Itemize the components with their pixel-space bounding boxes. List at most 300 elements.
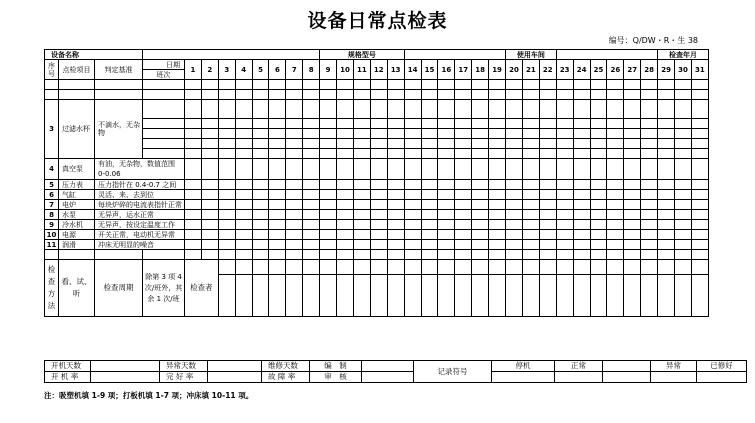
day-cell[interactable] [641,159,658,180]
day-cell[interactable] [252,190,269,200]
day-cell[interactable] [489,80,506,90]
day-cell[interactable] [506,230,523,240]
day-cell[interactable] [218,90,235,100]
run-days-value[interactable] [91,361,160,372]
day-cell[interactable] [691,139,708,149]
day-cell[interactable] [235,80,252,90]
inspector-signature[interactable] [353,274,370,316]
day-cell[interactable] [218,129,235,139]
day-cell[interactable] [269,190,286,200]
day-cell[interactable] [675,159,692,180]
day-cell[interactable] [286,260,303,275]
day-cell[interactable] [539,90,556,100]
day-cell[interactable] [337,159,354,180]
day-cell[interactable] [235,139,252,149]
day-cell[interactable] [269,90,286,100]
day-cell[interactable] [455,129,472,139]
day-cell[interactable] [404,200,421,210]
day-cell[interactable] [387,180,404,190]
day-cell[interactable] [675,260,692,275]
day-cell[interactable] [286,200,303,210]
day-cell[interactable] [201,220,218,230]
day-cell[interactable] [387,80,404,90]
day-cell[interactable] [573,119,590,129]
row-shift[interactable] [143,80,185,90]
day-cell[interactable] [185,230,202,240]
day-cell[interactable] [337,220,354,230]
day-cell[interactable] [506,180,523,190]
day-cell[interactable] [303,190,320,200]
day-cell[interactable] [573,149,590,159]
day-cell[interactable] [218,230,235,240]
day-cell[interactable] [624,240,641,250]
day-cell[interactable] [201,119,218,129]
day-cell[interactable] [201,129,218,139]
day-cell[interactable] [235,129,252,139]
day-cell[interactable] [286,159,303,180]
day-cell[interactable] [269,159,286,180]
day-cell[interactable] [590,240,607,250]
day-cell[interactable] [387,200,404,210]
day-cell[interactable] [539,100,556,119]
day-cell[interactable] [522,119,539,129]
repaired-symbol[interactable] [697,372,747,383]
day-cell[interactable] [438,119,455,129]
day-cell[interactable] [421,100,438,119]
day-cell[interactable] [235,220,252,230]
day-cell[interactable] [218,260,235,275]
day-cell[interactable] [472,139,489,149]
day-cell[interactable] [185,90,202,100]
day-cell[interactable] [252,210,269,220]
day-cell[interactable] [235,159,252,180]
day-cell[interactable] [472,149,489,159]
day-cell[interactable] [506,90,523,100]
day-cell[interactable] [370,200,387,210]
day-cell[interactable] [320,119,337,129]
day-cell[interactable] [658,129,675,139]
day-cell[interactable] [658,139,675,149]
inspector-signature[interactable] [522,274,539,316]
day-cell[interactable] [472,210,489,220]
day-cell[interactable] [303,149,320,159]
day-cell[interactable] [303,260,320,275]
day-cell[interactable] [269,260,286,275]
inspector-signature[interactable] [641,274,658,316]
day-cell[interactable] [641,240,658,250]
day-cell[interactable] [387,129,404,139]
day-cell[interactable] [506,260,523,275]
day-cell[interactable] [337,230,354,240]
day-cell[interactable] [556,80,573,90]
row-shift[interactable] [143,149,185,159]
day-cell[interactable] [590,149,607,159]
day-cell[interactable] [455,260,472,275]
day-cell[interactable] [556,250,573,260]
day-cell[interactable] [472,90,489,100]
day-cell[interactable] [201,180,218,190]
day-cell[interactable] [539,230,556,240]
day-cell[interactable] [522,180,539,190]
day-cell[interactable] [404,250,421,260]
day-cell[interactable] [607,129,624,139]
day-cell[interactable] [201,90,218,100]
day-cell[interactable] [455,159,472,180]
day-cell[interactable] [691,210,708,220]
day-cell[interactable] [489,210,506,220]
day-cell[interactable] [337,190,354,200]
day-cell[interactable] [320,139,337,149]
day-cell[interactable] [522,200,539,210]
day-cell[interactable] [218,250,235,260]
day-cell[interactable] [556,210,573,220]
day-cell[interactable] [353,149,370,159]
day-cell[interactable] [556,200,573,210]
day-cell[interactable] [624,230,641,240]
day-cell[interactable] [607,90,624,100]
day-cell[interactable] [455,90,472,100]
day-cell[interactable] [573,100,590,119]
day-cell[interactable] [522,159,539,180]
day-cell[interactable] [185,200,202,210]
day-cell[interactable] [522,250,539,260]
day-cell[interactable] [438,250,455,260]
day-cell[interactable] [421,129,438,139]
day-cell[interactable] [337,250,354,260]
day-cell[interactable] [691,149,708,159]
row-shift[interactable] [143,129,185,139]
day-cell[interactable] [438,190,455,200]
day-cell[interactable] [641,180,658,190]
day-cell[interactable] [573,210,590,220]
day-cell[interactable] [286,250,303,260]
day-cell[interactable] [607,100,624,119]
intact-rate-value[interactable] [208,372,262,383]
day-cell[interactable] [607,119,624,129]
inspector-signature[interactable] [438,274,455,316]
day-cell[interactable] [286,210,303,220]
day-cell[interactable] [387,149,404,159]
day-cell[interactable] [624,90,641,100]
day-cell[interactable] [624,200,641,210]
day-cell[interactable] [421,200,438,210]
abnormal-days-value[interactable] [208,361,262,372]
day-cell[interactable] [624,190,641,200]
row-shift[interactable] [143,139,185,149]
blank-cell[interactable] [603,372,651,383]
day-cell[interactable] [556,100,573,119]
day-cell[interactable] [624,250,641,260]
day-cell[interactable] [370,190,387,200]
inspector-signature[interactable] [506,274,523,316]
day-cell[interactable] [539,250,556,260]
day-cell[interactable] [185,210,202,220]
day-cell[interactable] [370,149,387,159]
day-cell[interactable] [438,220,455,230]
day-cell[interactable] [201,80,218,90]
day-cell[interactable] [235,210,252,220]
inspector-signature[interactable] [421,274,438,316]
day-cell[interactable] [252,230,269,240]
day-cell[interactable] [556,230,573,240]
day-cell[interactable] [337,129,354,139]
day-cell[interactable] [438,90,455,100]
day-cell[interactable] [675,220,692,230]
day-cell[interactable] [353,129,370,139]
day-cell[interactable] [404,139,421,149]
day-cell[interactable] [303,230,320,240]
inspector-signature[interactable] [691,274,708,316]
day-cell[interactable] [320,210,337,220]
day-cell[interactable] [404,100,421,119]
day-cell[interactable] [320,250,337,260]
day-cell[interactable] [201,230,218,240]
day-cell[interactable] [337,180,354,190]
day-cell[interactable] [337,119,354,129]
day-cell[interactable] [607,240,624,250]
day-cell[interactable] [675,139,692,149]
inspector-signature[interactable] [252,274,269,316]
day-cell[interactable] [506,210,523,220]
day-cell[interactable] [522,100,539,119]
day-cell[interactable] [522,240,539,250]
day-cell[interactable] [438,240,455,250]
day-cell[interactable] [658,180,675,190]
day-cell[interactable] [421,159,438,180]
day-cell[interactable] [658,230,675,240]
day-cell[interactable] [218,139,235,149]
day-cell[interactable] [303,100,320,119]
inspector-signature[interactable] [218,274,235,316]
day-cell[interactable] [201,139,218,149]
day-cell[interactable] [522,149,539,159]
day-cell[interactable] [489,260,506,275]
day-cell[interactable] [218,200,235,210]
day-cell[interactable] [353,80,370,90]
day-cell[interactable] [607,200,624,210]
day-cell[interactable] [472,159,489,180]
day-cell[interactable] [286,139,303,149]
day-cell[interactable] [303,139,320,149]
day-cell[interactable] [675,149,692,159]
day-cell[interactable] [201,250,218,260]
day-cell[interactable] [421,139,438,149]
day-cell[interactable] [556,180,573,190]
day-cell[interactable] [404,159,421,180]
day-cell[interactable] [472,180,489,190]
run-rate-value[interactable] [91,372,160,383]
day-cell[interactable] [573,159,590,180]
day-cell[interactable] [641,90,658,100]
day-cell[interactable] [455,230,472,240]
day-cell[interactable] [235,100,252,119]
day-cell[interactable] [252,180,269,190]
day-cell[interactable] [624,80,641,90]
day-cell[interactable] [590,200,607,210]
day-cell[interactable] [370,180,387,190]
day-cell[interactable] [421,119,438,129]
inspector-signature[interactable] [455,274,472,316]
day-cell[interactable] [455,80,472,90]
day-cell[interactable] [201,159,218,180]
day-cell[interactable] [286,90,303,100]
day-cell[interactable] [438,230,455,240]
day-cell[interactable] [303,220,320,230]
day-cell[interactable] [641,119,658,129]
day-cell[interactable] [489,250,506,260]
day-cell[interactable] [489,200,506,210]
day-cell[interactable] [539,260,556,275]
day-cell[interactable] [421,80,438,90]
day-cell[interactable] [658,119,675,129]
day-cell[interactable] [235,230,252,240]
day-cell[interactable] [252,250,269,260]
day-cell[interactable] [506,139,523,149]
day-cell[interactable] [658,250,675,260]
row-shift[interactable] [143,90,185,100]
day-cell[interactable] [590,129,607,139]
day-cell[interactable] [286,149,303,159]
day-cell[interactable] [455,190,472,200]
day-cell[interactable] [573,190,590,200]
inspector-signature[interactable] [472,274,489,316]
day-cell[interactable] [337,80,354,90]
day-cell[interactable] [353,220,370,230]
day-cell[interactable] [252,159,269,180]
day-cell[interactable] [303,250,320,260]
day-cell[interactable] [624,139,641,149]
day-cell[interactable] [252,90,269,100]
day-cell[interactable] [590,90,607,100]
day-cell[interactable] [472,129,489,139]
inspector-signature[interactable] [573,274,590,316]
day-cell[interactable] [573,129,590,139]
day-cell[interactable] [506,200,523,210]
day-cell[interactable] [286,80,303,90]
day-cell[interactable] [404,80,421,90]
day-cell[interactable] [691,240,708,250]
day-cell[interactable] [286,119,303,129]
day-cell[interactable] [185,80,202,90]
day-cell[interactable] [691,129,708,139]
day-cell[interactable] [404,230,421,240]
day-cell[interactable] [421,90,438,100]
day-cell[interactable] [590,139,607,149]
day-cell[interactable] [556,149,573,159]
day-cell[interactable] [675,190,692,200]
day-cell[interactable] [438,149,455,159]
day-cell[interactable] [573,230,590,240]
day-cell[interactable] [641,80,658,90]
day-cell[interactable] [337,240,354,250]
day-cell[interactable] [185,250,202,260]
day-cell[interactable] [370,220,387,230]
inspector-signature[interactable] [370,274,387,316]
day-cell[interactable] [269,240,286,250]
day-cell[interactable] [252,139,269,149]
day-cell[interactable] [675,210,692,220]
day-cell[interactable] [573,200,590,210]
day-cell[interactable] [624,100,641,119]
day-cell[interactable] [658,200,675,210]
day-cell[interactable] [489,100,506,119]
day-cell[interactable] [353,90,370,100]
day-cell[interactable] [337,200,354,210]
day-cell[interactable] [320,200,337,210]
day-cell[interactable] [320,129,337,139]
day-cell[interactable] [607,250,624,260]
day-cell[interactable] [235,90,252,100]
day-cell[interactable] [658,90,675,100]
day-cell[interactable] [286,220,303,230]
day-cell[interactable] [675,240,692,250]
day-cell[interactable] [539,149,556,159]
day-cell[interactable] [218,190,235,200]
day-cell[interactable] [303,210,320,220]
day-cell[interactable] [286,100,303,119]
day-cell[interactable] [691,119,708,129]
day-cell[interactable] [269,200,286,210]
row-shift[interactable] [143,119,185,129]
day-cell[interactable] [421,260,438,275]
day-cell[interactable] [421,190,438,200]
day-cell[interactable] [404,220,421,230]
day-cell[interactable] [421,240,438,250]
inspector-signature[interactable] [387,274,404,316]
inspector-signature[interactable] [235,274,252,316]
day-cell[interactable] [370,250,387,260]
day-cell[interactable] [370,159,387,180]
day-cell[interactable] [320,190,337,200]
day-cell[interactable] [387,119,404,129]
day-cell[interactable] [506,129,523,139]
day-cell[interactable] [337,149,354,159]
day-cell[interactable] [235,200,252,210]
day-cell[interactable] [286,129,303,139]
day-cell[interactable] [438,129,455,139]
day-cell[interactable] [387,230,404,240]
day-cell[interactable] [185,159,202,180]
day-cell[interactable] [404,260,421,275]
inspector-signature[interactable] [404,274,421,316]
day-cell[interactable] [590,260,607,275]
day-cell[interactable] [489,119,506,129]
inspector-signature[interactable] [320,274,337,316]
day-cell[interactable] [573,250,590,260]
day-cell[interactable] [607,139,624,149]
day-cell[interactable] [472,100,489,119]
day-cell[interactable] [556,129,573,139]
day-cell[interactable] [185,139,202,149]
day-cell[interactable] [590,100,607,119]
day-cell[interactable] [421,180,438,190]
day-cell[interactable] [252,260,269,275]
day-cell[interactable] [658,159,675,180]
day-cell[interactable] [590,230,607,240]
inspector-signature[interactable] [675,274,692,316]
day-cell[interactable] [455,149,472,159]
day-cell[interactable] [286,190,303,200]
day-cell[interactable] [337,210,354,220]
day-cell[interactable] [691,190,708,200]
day-cell[interactable] [421,230,438,240]
day-cell[interactable] [438,200,455,210]
abnormal-symbol[interactable] [651,372,697,383]
day-cell[interactable] [303,240,320,250]
day-cell[interactable] [472,250,489,260]
day-cell[interactable] [624,149,641,159]
day-cell[interactable] [370,230,387,240]
